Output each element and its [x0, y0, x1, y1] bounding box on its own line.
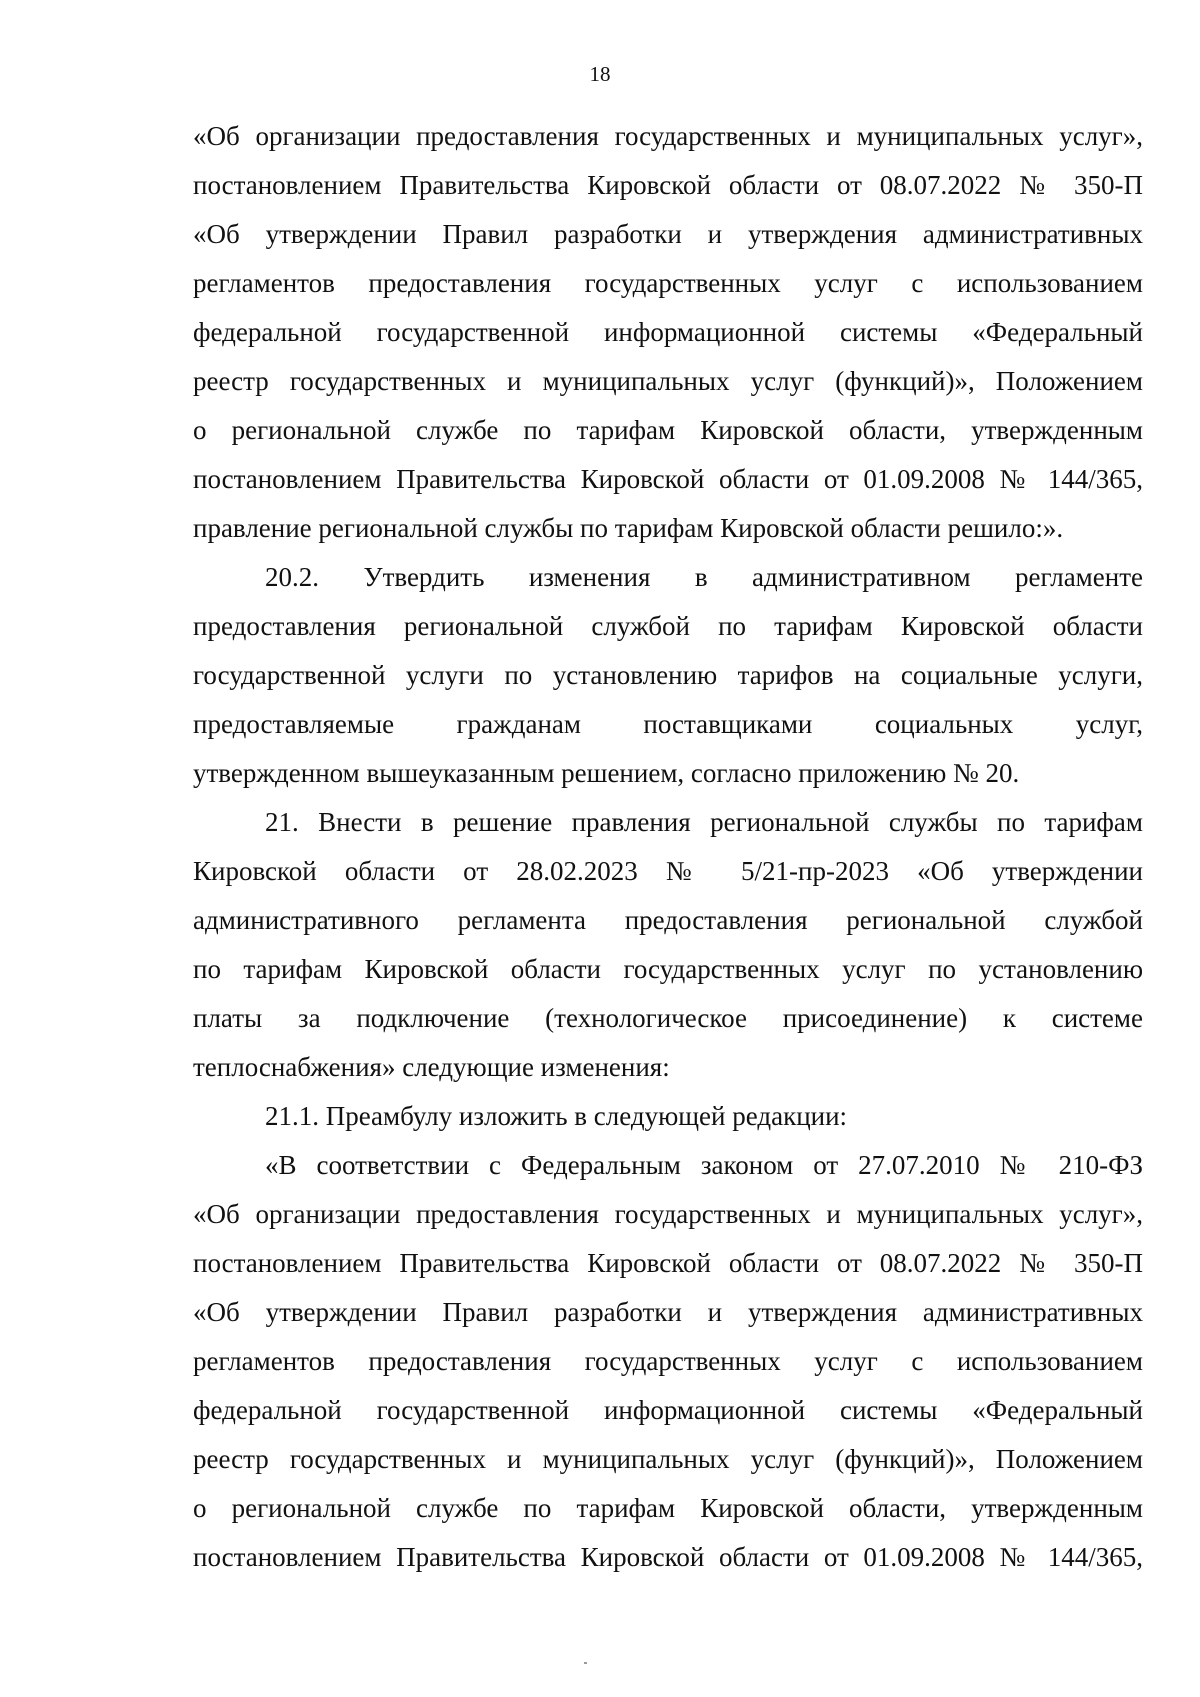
text-line: утвержденном вышеуказанным решением, согласно приложению № 20. — [193, 758, 1020, 788]
text-line: «В соответствии с Федеральным законом от 27.07.2010 № 210-ФЗ — [265, 1150, 1143, 1180]
text-line: административного регламента предоставления региональной службой — [193, 905, 1143, 935]
text-line: правление региональной службы по тарифам Кировской области решило:». — [193, 513, 1064, 543]
text-line: предоставления региональной службой по тарифам Кировской области — [193, 611, 1143, 641]
text-line: постановлением Правительства Кировской области от 01.09.2008 № 144/365, — [193, 1542, 1143, 1572]
text-line: федеральной государственной информационной системы «Федеральный — [193, 1395, 1143, 1425]
text-line: Кировской области от 28.02.2023 № 5/21-пр-2023 «Об утверждении — [193, 856, 1143, 886]
text-line: «Об организации предоставления государственных и муниципальных услуг», — [193, 1199, 1143, 1229]
text-line: реестр государственных и муниципальных услуг (функций)», Положением — [193, 366, 1143, 396]
text-line: регламентов предоставления государственных услуг с использованием — [193, 268, 1143, 298]
text-line: теплоснабжения» следующие изменения: — [193, 1052, 670, 1082]
text-line: реестр государственных и муниципальных услуг (функций)», Положением — [193, 1444, 1143, 1474]
text-line: федеральной государственной информационной системы «Федеральный — [193, 317, 1143, 347]
text-line: о региональной службе по тарифам Кировской области, утвержденным — [193, 1493, 1143, 1523]
page-number: 18 — [589, 62, 611, 86]
scan-artifact — [584, 1662, 587, 1664]
text-line: постановлением Правительства Кировской области от 08.07.2022 № 350-П — [193, 170, 1143, 200]
text-line: по тарифам Кировской области государственных услуг по установлению — [193, 954, 1143, 984]
text-line: предоставляемые гражданам поставщиками социальных услуг, — [193, 709, 1143, 739]
text-line: государственной услуги по установлению тарифов на социальные услуги, — [193, 660, 1143, 690]
text-line: «Об утверждении Правил разработки и утверждения административных — [193, 219, 1143, 249]
text-line: постановлением Правительства Кировской области от 08.07.2022 № 350-П — [193, 1248, 1143, 1278]
text-line: постановлением Правительства Кировской области от 01.09.2008 № 144/365, — [193, 464, 1143, 494]
text-line: регламентов предоставления государственных услуг с использованием — [193, 1346, 1143, 1376]
text-line: 21.1. Преамбулу изложить в следующей редакции: — [265, 1101, 848, 1131]
text-line: платы за подключение (технологическое присоединение) к системе — [193, 1003, 1143, 1033]
text-line: «Об организации предоставления государственных и муниципальных услуг», — [193, 121, 1143, 151]
text-line: 21. Внести в решение правления региональной службы по тарифам — [265, 807, 1143, 837]
text-line: 20.2. Утвердить изменения в административном регламенте — [265, 562, 1143, 592]
text-line: «Об утверждении Правил разработки и утверждения административных — [193, 1297, 1143, 1327]
text-line: о региональной службе по тарифам Кировской области, утвержденным — [193, 415, 1143, 445]
document-body — [193, 112, 1143, 1582]
